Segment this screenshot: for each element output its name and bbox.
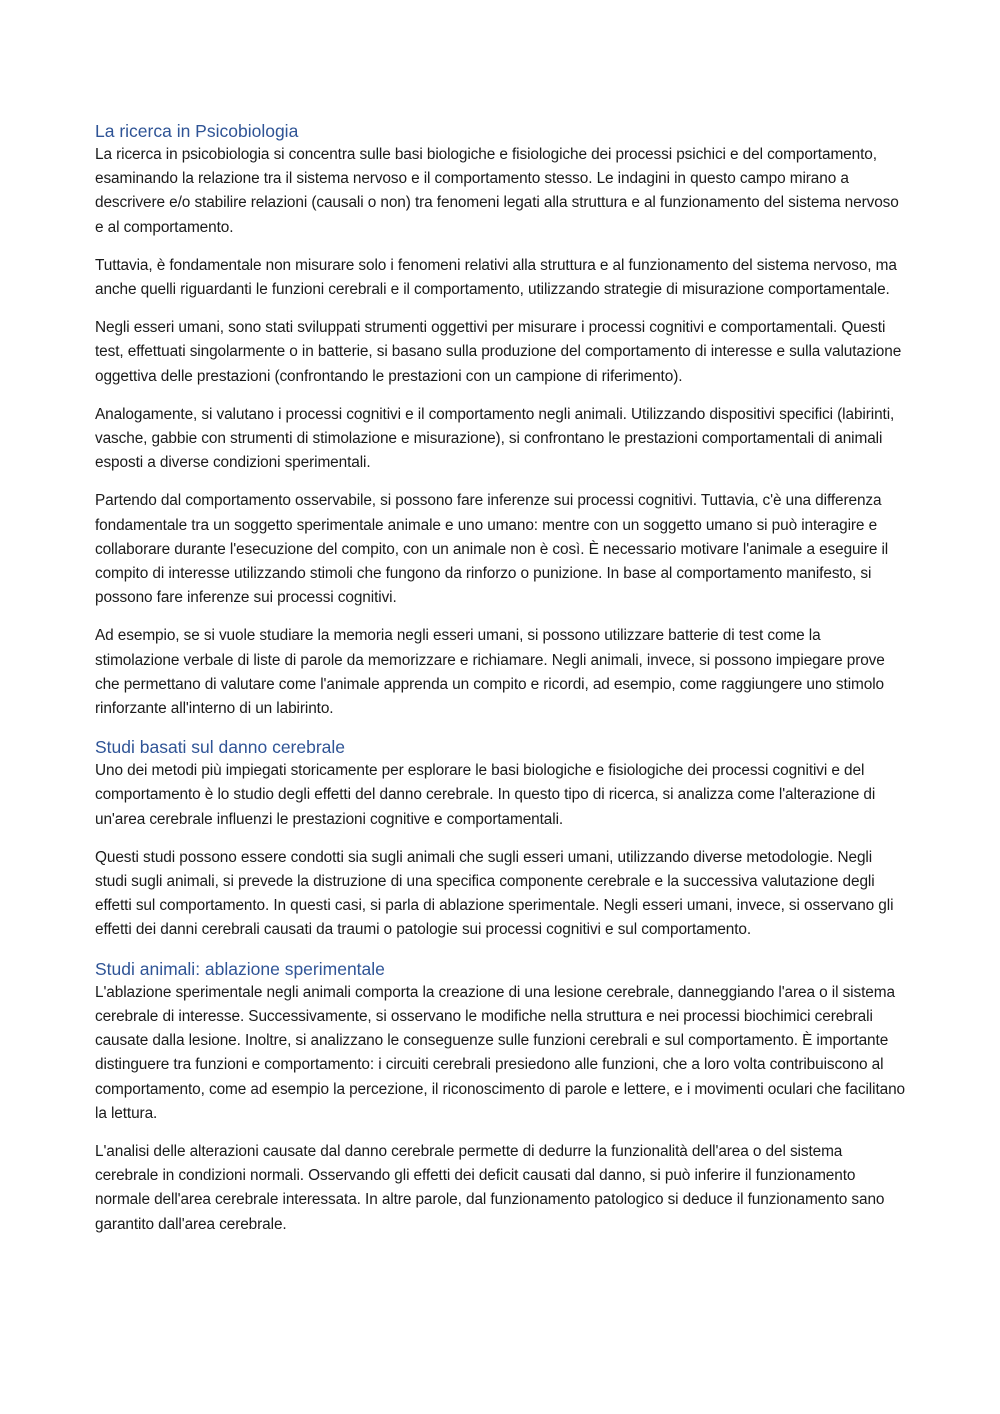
paragraph: Uno dei metodi più impiegati storicamente per esplorare le basi biologiche e fisiologiche dei processi cognitivi e del comportamento è lo studio degli effetti del danno cerebrale. In questo tipo di ricerca, si analizza come l'alterazione di un'area cerebrale influenzi le prestazioni cognitive e comportamentali. <box>95 762 876 828</box>
paragraph: Questi studi possono essere condotti sia sugli animali che sugli esseri umani, utilizzando diverse metodologie. Negli studi sugli animali, si prevede la distruzione di una specifica componente cerebrale e la successiva valutazione degli effetti sul comportamento. In questi casi, si parla di ablazione sperimentale. Negli esseri umani, invece, si osservano gli effetti dei danni cerebrali causati da traumi o patologie sui processi cognitivi e sul comportamento. <box>95 848 894 939</box>
section-heading: La ricerca in Psicobiologia <box>95 121 299 141</box>
section-heading: Studi basati sul danno cerebrale <box>95 737 346 758</box>
paragraph: Ad esempio, se si vuole studiare la memoria negli esseri umani, si possono utilizzare batterie di test come la stimolazione verbale di liste di parole da memorizzare e richiamare. Negli animali, invece, si possono impiegare prove che permettano di valutare come l'animale apprenda un compito e ricordi, ad esempio, come raggiungere uno stimolo rinforzante all'interno di un labirinto. <box>95 627 885 718</box>
document-page <box>95 119 907 1251</box>
paragraph: L'analisi delle alterazioni causate dal danno cerebrale permette di dedurre la funzionalità dell'area o del sistema cerebrale in condizioni normali. Osservando gli effetti dei deficit causati dal danno, si può inferire il funzionamento normale dell'area cerebrale interessata. In altre parole, dal funzionamento patologico si deduce il funzionamento sano garantito dall'area cerebrale. <box>95 1142 885 1233</box>
paragraph: Analogamente, si valutano i processi cognitivi e il comportamento negli animali. Utilizzando dispositivi specifici (labirinti, vasche, gabbie con strumenti di stimolazione e misurazione), si confrontano le prestazioni comportamentali di animali esposti a diverse condizioni sperimentali. <box>95 405 895 472</box>
paragraph: L'ablazione sperimentale negli animali comporta la creazione di una lesione cerebrale, danneggiando l'area o il sistema cerebrale di interesse. Successivamente, si osservano le modifiche nella struttura e nei processi biochimici cerebrali causate dalla lesione. Inoltre, si analizzano le conseguenze sulle funzioni cerebrali e sul comportamento. È importante distinguere tra funzioni e comportamento: i circuiti cerebrali presiedono alle funzioni, che a loro volta contribuiscono al comportamento, come ad esempio la percezione, il riconoscimento di parole e lettere, e i movimenti oculari che facilitano la lettura. <box>95 983 905 1122</box>
paragraph: Negli esseri umani, sono stati sviluppati strumenti oggettivi per misurare i processi cognitivi e comportamentali. Questi test, effettuati singolarmente o in batterie, si basano sulla produzione del comportamento di interesse e sulla valutazione oggettiva delle prestazioni (confrontando le prestazioni con un campione di riferimento). <box>95 319 902 385</box>
paragraph: La ricerca in psicobiologia si concentra sulle basi biologiche e fisiologiche dei processi psichici e del comportamento, esaminando la relazione tra il sistema nervoso e il comportamento stesso. Le indagini in questo campo mirano a descrivere e/o stabilire relazioni (causali o non) tra fenomeni legati alla struttura e al funzionamento del sistema nervoso e al comportamento. <box>95 146 899 236</box>
section-heading: Studi animali: ablazione sperimentale <box>95 958 385 979</box>
paragraph: Partendo dal comportamento osservabile, si possono fare inferenze sui processi cognitivi. Tuttavia, c'è una differenza fondamentale tra un soggetto sperimentale animale e uno umano: mentre con un soggetto umano si può interagire e collaborare durante l'esecuzione del compito, con un animale non è così. È necessario motivare l'animale a eseguire il compito di interesse utilizzando stimoli che fungono da rinforzo o punizione. In base al comportamento manifesto, si possono fare inferenze sui processi cognitivi. <box>95 492 889 607</box>
paragraph: Tuttavia, è fondamentale non misurare solo i fenomeni relativi alla struttura e al funzionamento del sistema nervoso, ma anche quelli riguardanti le funzioni cerebrali e il comportamento, utilizzando strategie di misurazione comportamentale. <box>95 256 897 299</box>
